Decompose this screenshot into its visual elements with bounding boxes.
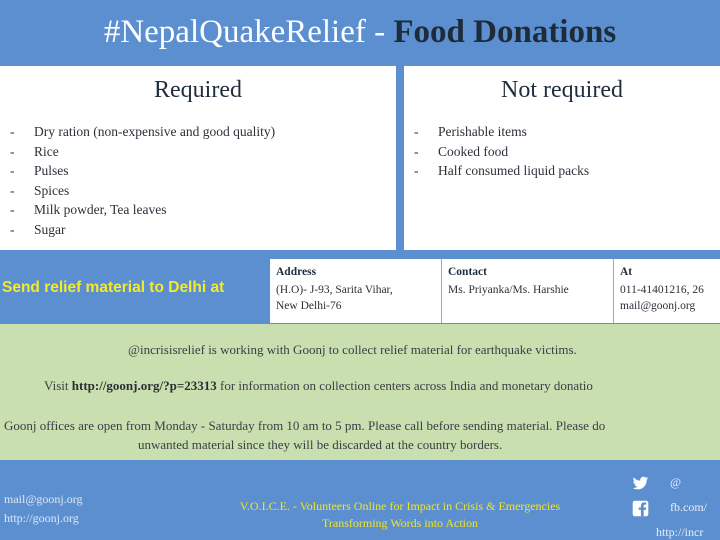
list-item: - Pulses [10,161,396,181]
list-item: - Spices [10,181,396,201]
address-line: (H.O)- J-93, Sarita Vihar, [276,284,393,296]
at-header: At [620,266,633,278]
contact-names: Ms. Priyanka/Ms. Harshie [448,284,569,296]
not-required-list [404,122,720,181]
info-line-hours: Goonj offices are open from Monday - Saturday from 10 am to 5 pm. Please call before sending material. Please do [4,418,606,433]
required-list [0,122,396,240]
voice-tagline: V.O.I.C.E. - Volunteers Online for Impact in Crisis & Emergencies [239,499,561,513]
header-topic: Food Donations [393,14,617,50]
list-item: - Rice [10,142,396,162]
page-footer [0,460,720,540]
bullet-dash: - [414,124,419,139]
facebook-row[interactable] [632,495,720,520]
send-relief-label: Send relief material to Delhi at [2,279,225,296]
footer-email[interactable]: mail@goonj.org [4,492,83,506]
address-line: New Delhi-76 [276,300,342,312]
bullet-dash: - [10,221,15,237]
list-item: - Dry ration (non-expensive and good quality) [10,122,396,142]
not-required-title: Not required [501,77,623,103]
info-box [0,324,720,460]
voice-slogan: Transforming Words into Action [321,516,479,530]
bullet-dash: - [414,163,419,179]
twitter-handle[interactable]: @ [670,475,682,489]
list-item: - Sugar [10,220,396,240]
not-required-panel [404,66,720,250]
bullet-dash: - [10,182,15,198]
list-item: - Milk powder, Tea leaves [10,200,396,220]
page-header [0,0,720,64]
footer-social [632,470,720,540]
required-panel [0,66,398,250]
phone-number[interactable]: 011-41401216, 26 [620,284,704,296]
contact-table [270,259,720,323]
bullet-dash: - [414,143,419,159]
contact-column [442,259,614,323]
address-column [270,259,442,323]
web-row[interactable] [632,520,720,540]
footer-url[interactable]: http://goonj.org [4,511,79,525]
bullet-dash: - [10,143,15,159]
contact-header: Contact [448,266,487,278]
list-item: - Cooked food [414,142,720,162]
bullet-dash: - [10,202,15,218]
footer-center [210,498,590,532]
twitter-icon[interactable] [632,475,649,492]
list-item: - Half consumed liquid packs [414,161,720,181]
title-separator: - [365,14,394,50]
contact-email[interactable]: mail@goonj.org [620,300,696,312]
twitter-row[interactable] [632,470,720,495]
facebook-icon[interactable] [632,500,649,517]
bullet-dash: - [10,163,15,179]
goonj-link[interactable]: http://goonj.org/?p=23313 [71,378,217,393]
list-item: - Perishable items [414,122,720,142]
info-line-warning: unwanted material since they will be discarded at the country borders. [138,437,503,452]
footer-left [4,490,83,528]
hashtag-title[interactable]: #NepalQuakeRelief [103,14,366,50]
facebook-handle[interactable]: fb.com/ [670,500,707,514]
address-header: Address [276,266,317,278]
info-line-visit: Visit http://goonj.org/?p=23313 for information on collection centers across India and monetary donatio [44,378,593,393]
required-title: Required [154,77,242,103]
info-line-partnership: @incrisisrelief is working with Goonj to collect relief material for earthquake victims. [128,342,577,357]
at-column [614,259,720,323]
social-url[interactable]: http://incr [656,525,704,539]
bullet-dash: - [10,124,15,139]
